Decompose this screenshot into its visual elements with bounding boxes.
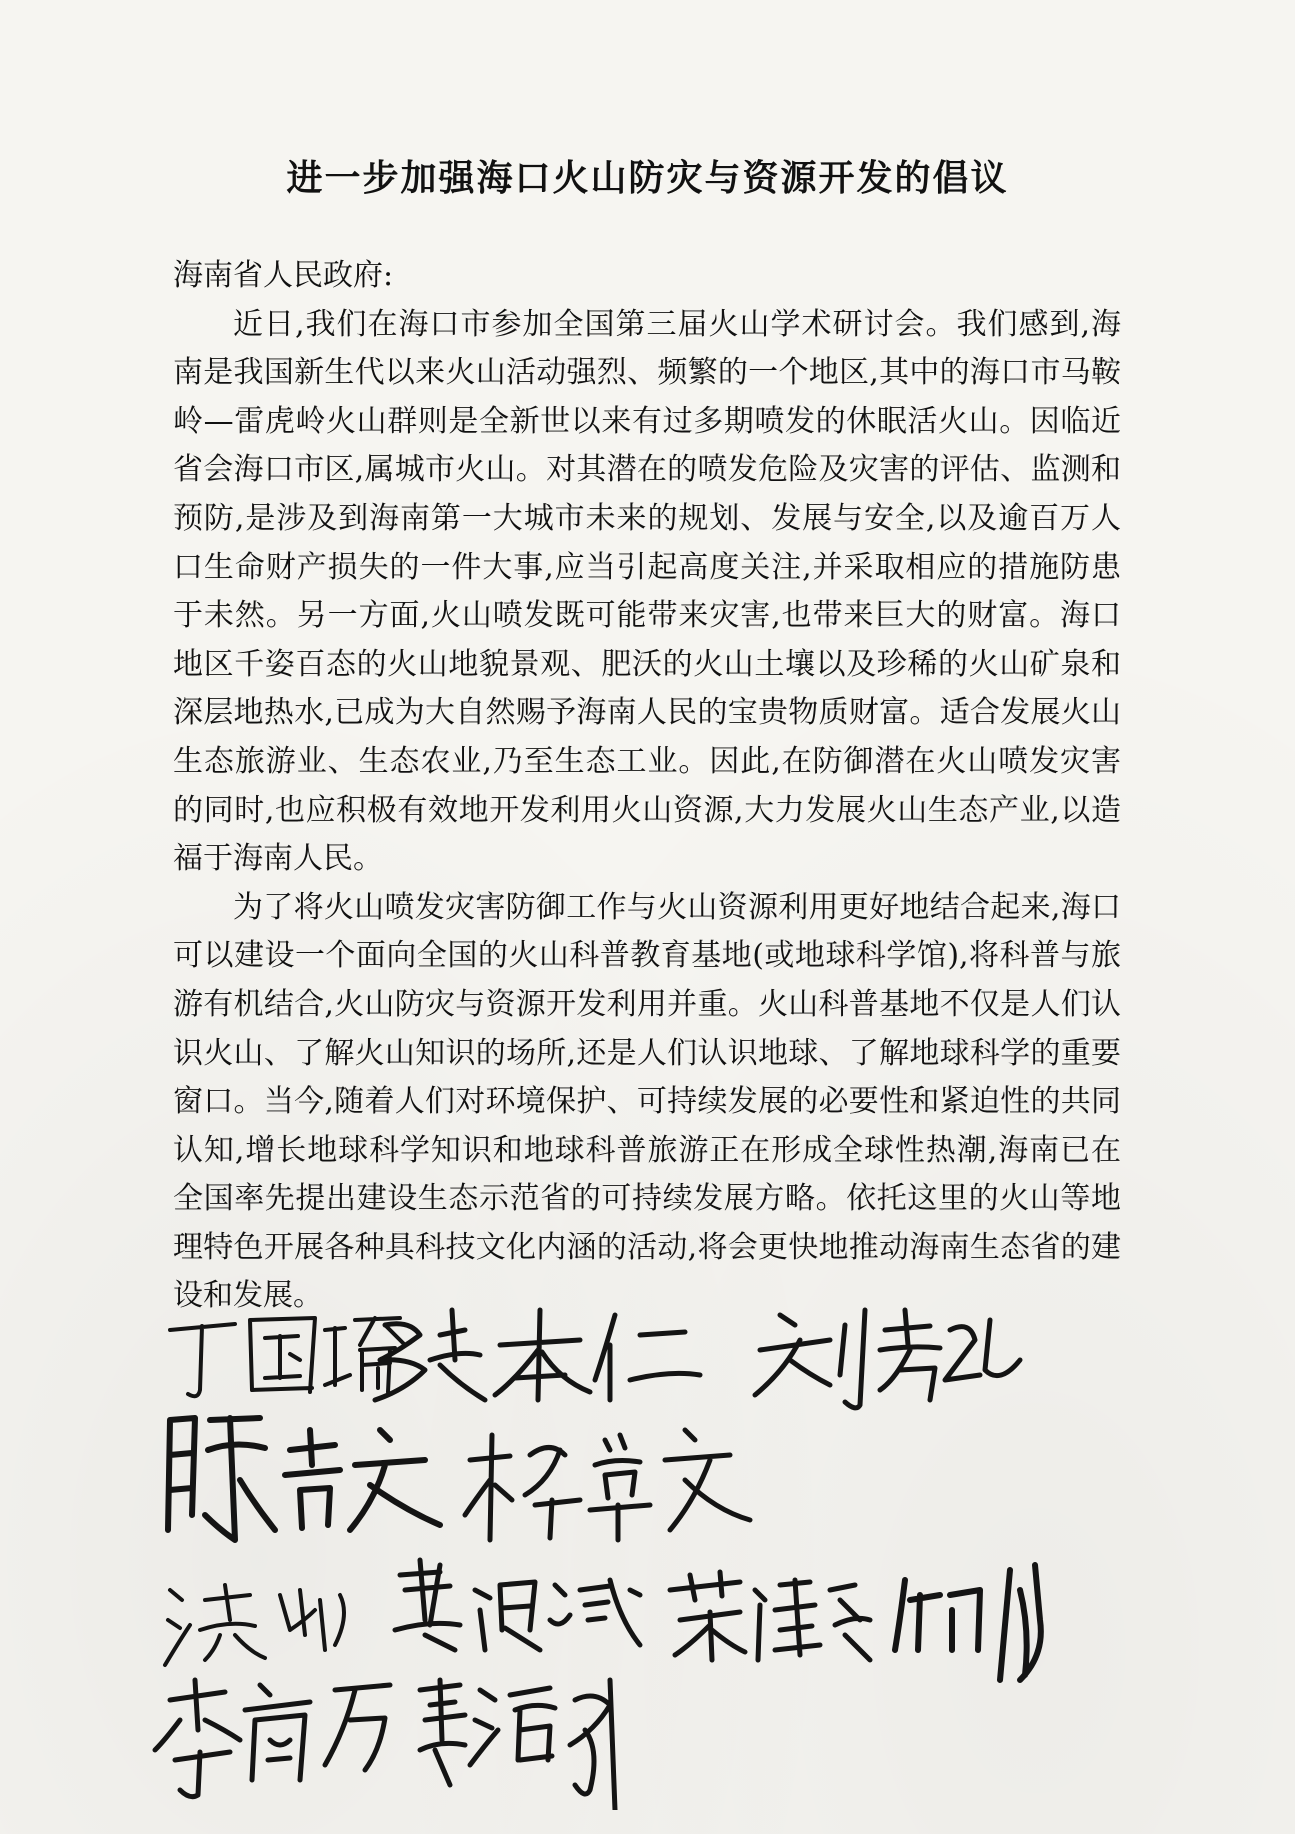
paragraph-1: 近日,我们在海口市参加全国第三届火山学术研讨会。我们感到,海南是我国新生代以来火山活动强烈、频繁的一个地区,其中的海口市马鞍岭—雷虎岭火山群则是全新世以来有过多期喷发的休眠活火山。因临近省会海口市区,属城市火山。对其潜在的喷发危险及灾害的评估、监测和预防,是涉及到海南第一大城市未来的规划、发展与安全,以及逾百万人口生命财产损失的一件大事,应当引起高度关注,并采取相应的措施防患于未然。另一方面,火山喷发既可能带来灾害,也带来巨大的财富。海口地区千姿百态的火山地貌景观、肥沃的火山土壤以及珍稀的火山矿泉和深层地热水,已成为大自然赐予海南人民的宝贵物质财富。适合发展火山生态旅游业、生态农业,乃至生态工业。因此,在防御潜在火山喷发灾害的同时,也应积极有效地开发利用火山资源,大力发展火山生态产业,以造福于海南人民。: [173, 306, 1121, 877]
letter-body: [173, 252, 1121, 1321]
signature-6: [165, 1585, 344, 1665]
signature-8: [670, 1572, 870, 1660]
signature-1: [170, 1318, 405, 1396]
signature-10: [155, 1680, 390, 1797]
signature-2: [375, 1310, 700, 1400]
paragraph-2: 为了将火山喷发灾害防御工作与火山资源利用更好地结合起来,海口可以建设一个面向全国的火山科普教育基地(或地球科学馆),将科普与旅游有机结合,火山防灾与资源开发利用并重。火山科普基地不仅是人们认识火山、了解火山知识的场所,还是人们认识地球、了解地球科学的重要窗口。当今,随着人们对环境保护、可持续发展的必要性和紧迫性的共同认知,增长地球科学知识和地球科普旅游正在形成全球性热潮,海南已在全国率先提出建设生态示范省的可持续发展方略。依托这里的火山等地理特色开展各种具科技文化内涵的活动,将会更快地推动海南生态省的建设和发展。: [173, 889, 1121, 1314]
salutation: 海南省人民政府:: [173, 258, 394, 293]
signature-11: [420, 1680, 615, 1810]
signature-7: [395, 1560, 640, 1650]
page-title: 进一步加强海口火山防灾与资源开发的倡议: [286, 157, 1009, 199]
signature-5: [465, 1430, 750, 1540]
signature-block: [140, 1290, 1140, 1810]
signature-9: [895, 1565, 1041, 1680]
signature-3: [755, 1310, 1020, 1408]
signature-4: [168, 1418, 440, 1540]
